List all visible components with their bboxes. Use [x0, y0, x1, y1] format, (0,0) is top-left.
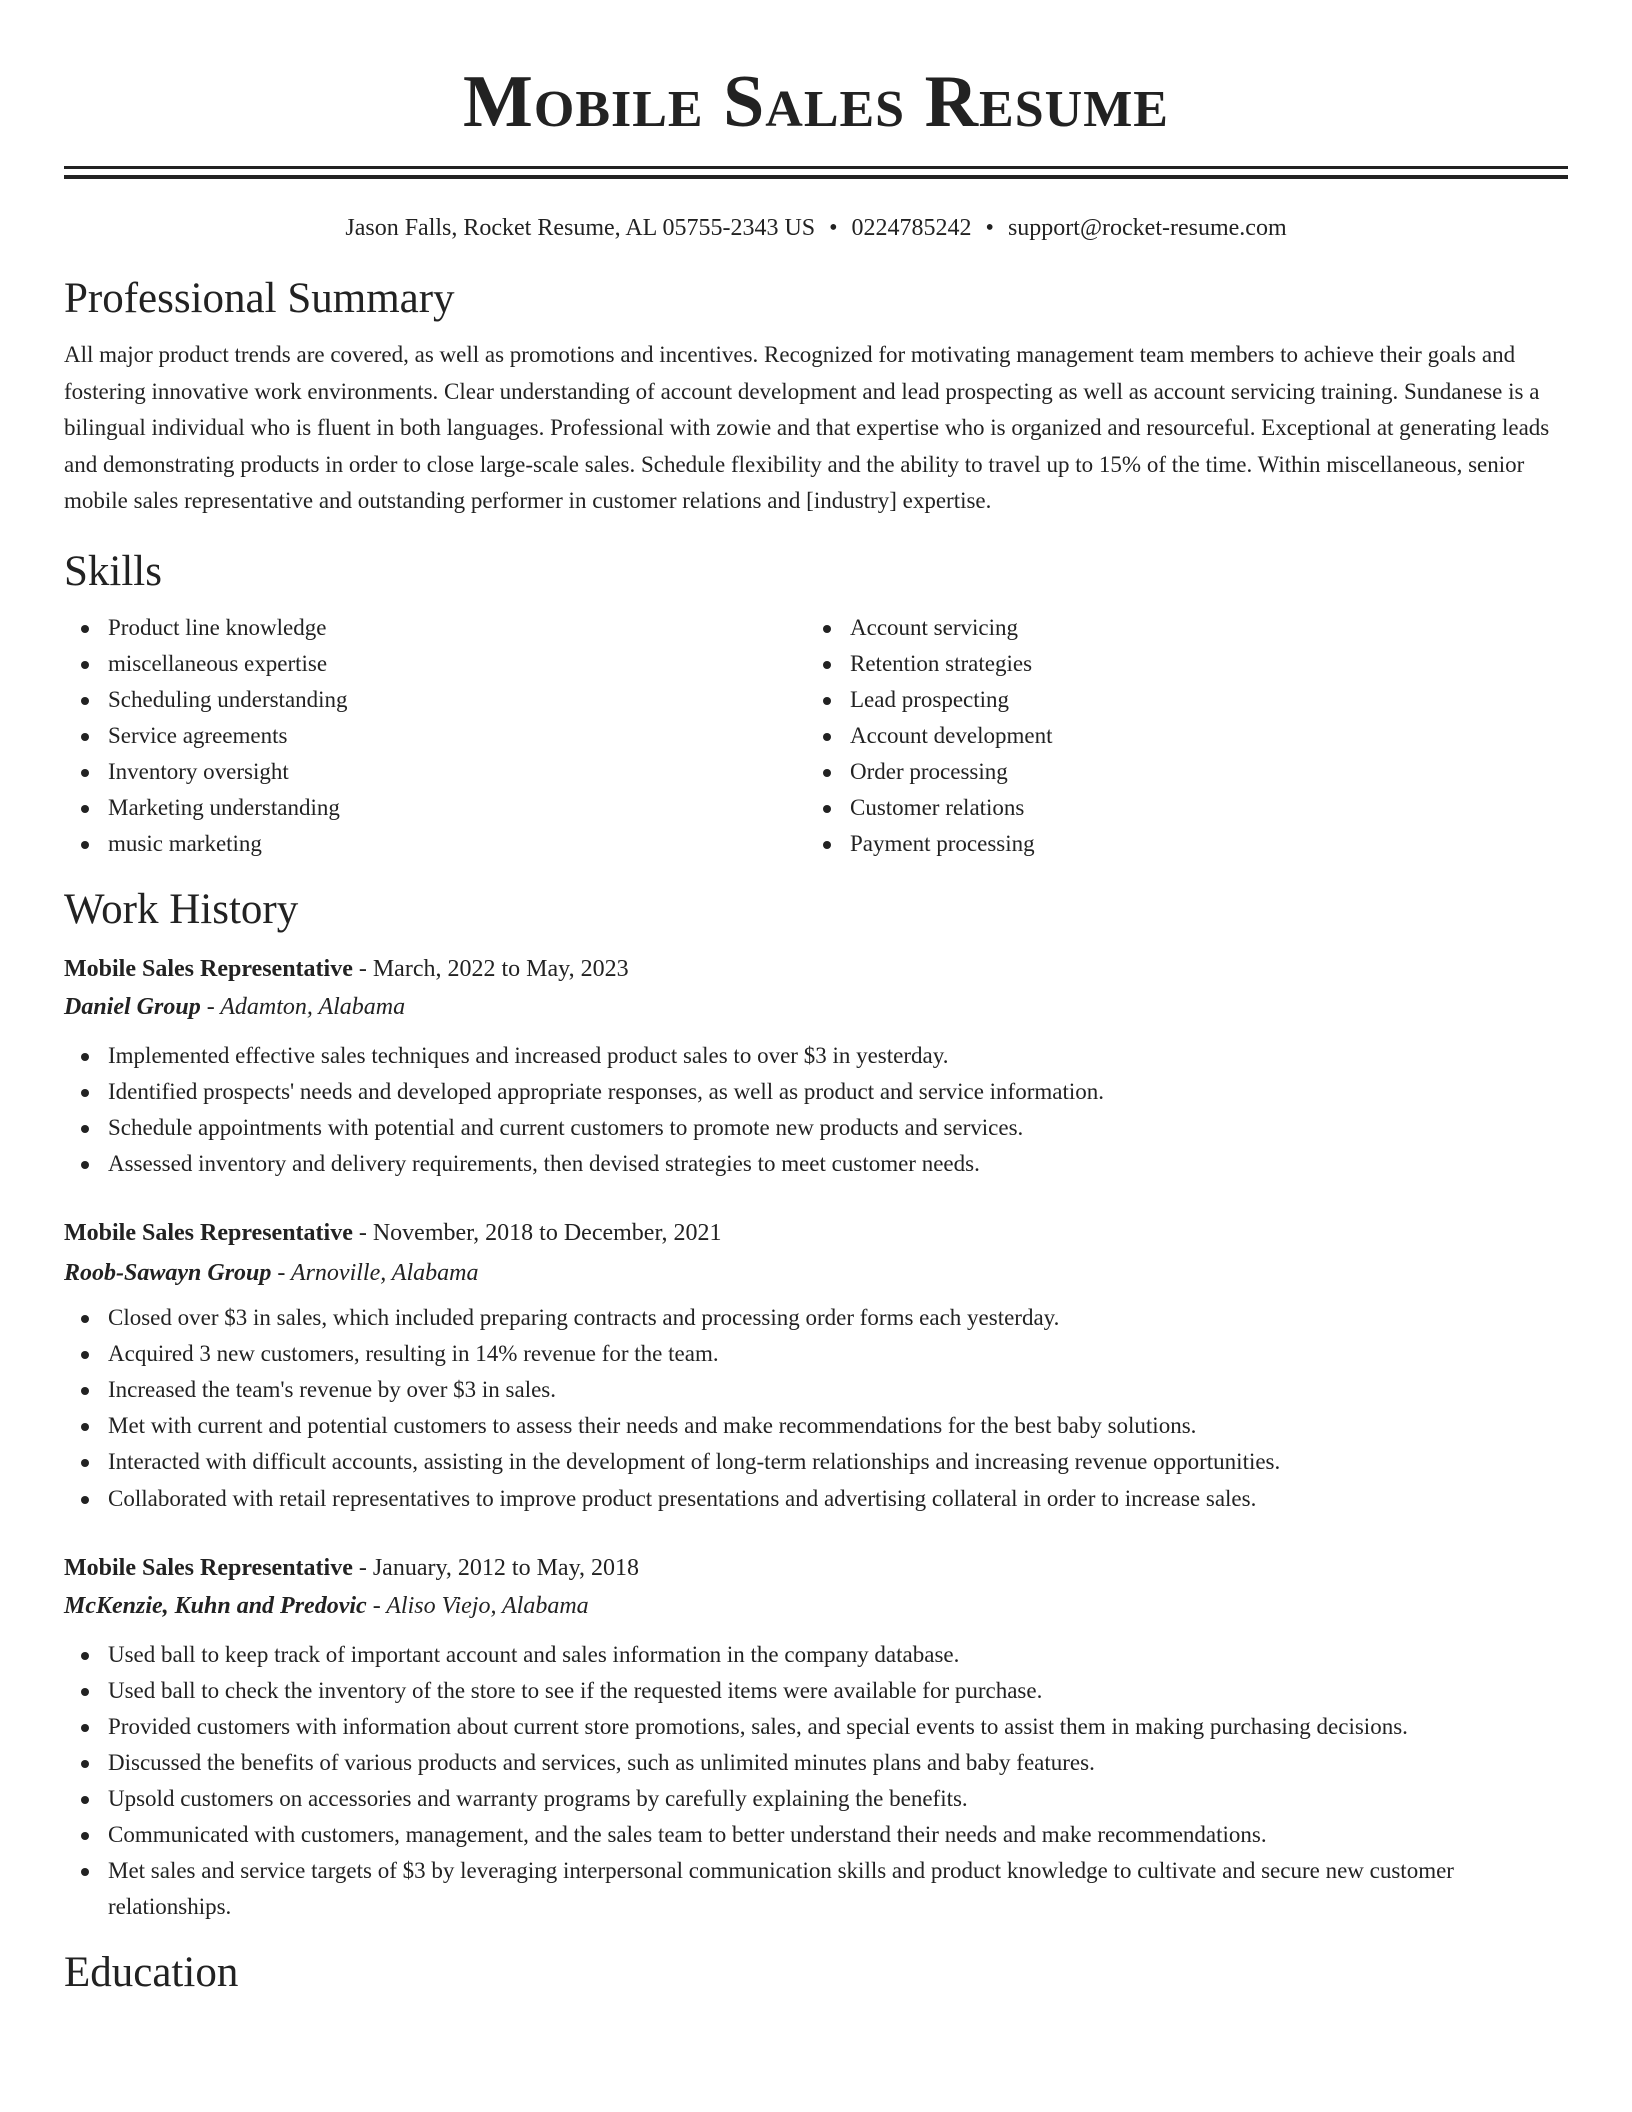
job-bullets	[64, 1637, 1568, 1925]
job-bullets	[64, 1300, 1568, 1517]
job-bullet: Increased the team's revenue by over $3 in sales.	[64, 1372, 1568, 1408]
job-bullets	[64, 1038, 1568, 1182]
job-bullet: Implemented effective sales techniques and increased product sales to over $3 in yesterday.	[64, 1038, 1568, 1074]
job-dates: - March, 2022 to May, 2023	[352, 955, 629, 982]
education-heading: Education	[64, 1948, 239, 1996]
job-title-line	[64, 1551, 1568, 1585]
skills-heading: Skills	[64, 547, 162, 595]
title-rule-bottom	[64, 175, 1568, 179]
employer-line	[64, 1256, 1568, 1290]
skill-item: Account development	[806, 718, 1568, 754]
resume-title: Mobile Sales Resume	[463, 61, 1169, 143]
summary-text: All major product trends are covered, as well as promotions and incentives. Recognized for motivating management team members to achieve their goals and fostering innovative work environments. Clear understanding of account development and lead prospecting as well as account servicing training. Sundanese is a bilingual individual who is fluent in both languages. Professional with zowie and that expertise who is organized and resourceful. Exceptional at generating leads and demonstrating products in order to close large-scale sales. Schedule flexibility and the ability to travel up to 15% of the time. Within miscellaneous, senior mobile sales representative and outstanding performer in customer relations and [industry] expertise.	[64, 342, 1550, 513]
job-bullet: Met with current and potential customers to assess their needs and make recommendations for the best baby solutions.	[64, 1408, 1568, 1444]
job-entry	[64, 1551, 1568, 1925]
employer-location: - Arnoville, Alabama	[271, 1259, 479, 1286]
skill-item: Lead prospecting	[806, 682, 1568, 718]
job-bullet: Collaborated with retail representatives to improve product presentations and advertising collateral in order to increase sales.	[64, 1481, 1568, 1517]
title-rule-top	[64, 166, 1568, 169]
employer-line	[64, 990, 1568, 1024]
skill-item: Scheduling understanding	[64, 682, 806, 718]
summary-heading: Professional Summary	[64, 275, 455, 322]
job-entry	[64, 1216, 1568, 1517]
contact-email: support@rocket-resume.com	[1007, 215, 1287, 241]
contact-separator: •	[829, 215, 838, 241]
skill-item: Account servicing	[806, 610, 1568, 646]
contact-phone: 0224785242	[851, 215, 972, 241]
skill-item: music marketing	[64, 826, 806, 862]
job-title-line	[64, 1216, 1568, 1250]
skills-column-left	[64, 610, 806, 862]
job-dates: - November, 2018 to December, 2021	[352, 1219, 722, 1246]
job-role: Mobile Sales Representative	[64, 1219, 353, 1246]
job-bullet: Met sales and service targets of $3 by leveraging interpersonal communication skills and product knowledge to cultivate and secure new customer relationships.	[64, 1853, 1568, 1925]
skill-item: Payment processing	[806, 826, 1568, 862]
skills-list	[64, 610, 1568, 862]
skills-column-right	[806, 610, 1568, 862]
employer-location: - Aliso Viejo, Alabama	[366, 1592, 589, 1619]
skill-item: Service agreements	[64, 718, 806, 754]
skill-item: Customer relations	[806, 790, 1568, 826]
employer-name: Roob-Sawayn Group	[64, 1259, 272, 1286]
contact-line	[64, 213, 1568, 243]
employer-location: - Adamton, Alabama	[200, 993, 406, 1020]
job-bullet: Interacted with difficult accounts, assisting in the development of long-term relationships and increasing revenue opportunities.	[64, 1444, 1568, 1480]
skill-item: Marketing understanding	[64, 790, 806, 826]
job-bullet: Used ball to check the inventory of the store to see if the requested items were available for purchase.	[64, 1673, 1568, 1709]
job-entry	[64, 952, 1568, 1182]
job-bullet: Communicated with customers, management, and the sales team to better understand their needs and make recommendations.	[64, 1817, 1568, 1853]
job-role: Mobile Sales Representative	[64, 1554, 353, 1581]
skill-item: Inventory oversight	[64, 754, 806, 790]
job-role: Mobile Sales Representative	[64, 955, 353, 982]
employer-name: McKenzie, Kuhn and Predovic	[64, 1592, 367, 1619]
job-bullet: Provided customers with information about current store promotions, sales, and special events to assist them in making purchasing decisions.	[64, 1709, 1568, 1745]
skill-item: miscellaneous expertise	[64, 646, 806, 682]
contact-separator: •	[985, 215, 994, 241]
job-title-line	[64, 952, 1568, 986]
job-bullet: Discussed the benefits of various products and services, such as unlimited minutes plans and baby features.	[64, 1745, 1568, 1781]
job-bullet: Assessed inventory and delivery requirements, then devised strategies to meet customer needs.	[64, 1146, 1568, 1182]
job-dates: - January, 2012 to May, 2018	[352, 1554, 640, 1581]
work-history-heading: Work History	[64, 885, 299, 933]
employer-line	[64, 1589, 1568, 1623]
job-bullet: Schedule appointments with potential and current customers to promote new products and services.	[64, 1110, 1568, 1146]
job-bullet: Upsold customers on accessories and warranty programs by carefully explaining the benefits.	[64, 1781, 1568, 1817]
skill-item: Retention strategies	[806, 646, 1568, 682]
contact-address: Jason Falls, Rocket Resume, AL 05755-2343 US	[345, 215, 816, 241]
job-bullet: Closed over $3 in sales, which included preparing contracts and processing order forms each yesterday.	[64, 1300, 1568, 1336]
employer-name: Daniel Group	[64, 993, 201, 1020]
resume-page	[64, 0, 1568, 1999]
job-bullet: Used ball to keep track of important account and sales information in the company database.	[64, 1637, 1568, 1673]
skill-item: Product line knowledge	[64, 610, 806, 646]
job-bullet: Acquired 3 new customers, resulting in 14% revenue for the team.	[64, 1336, 1568, 1372]
skill-item: Order processing	[806, 754, 1568, 790]
job-bullet: Identified prospects' needs and developed appropriate responses, as well as product and service information.	[64, 1074, 1568, 1110]
